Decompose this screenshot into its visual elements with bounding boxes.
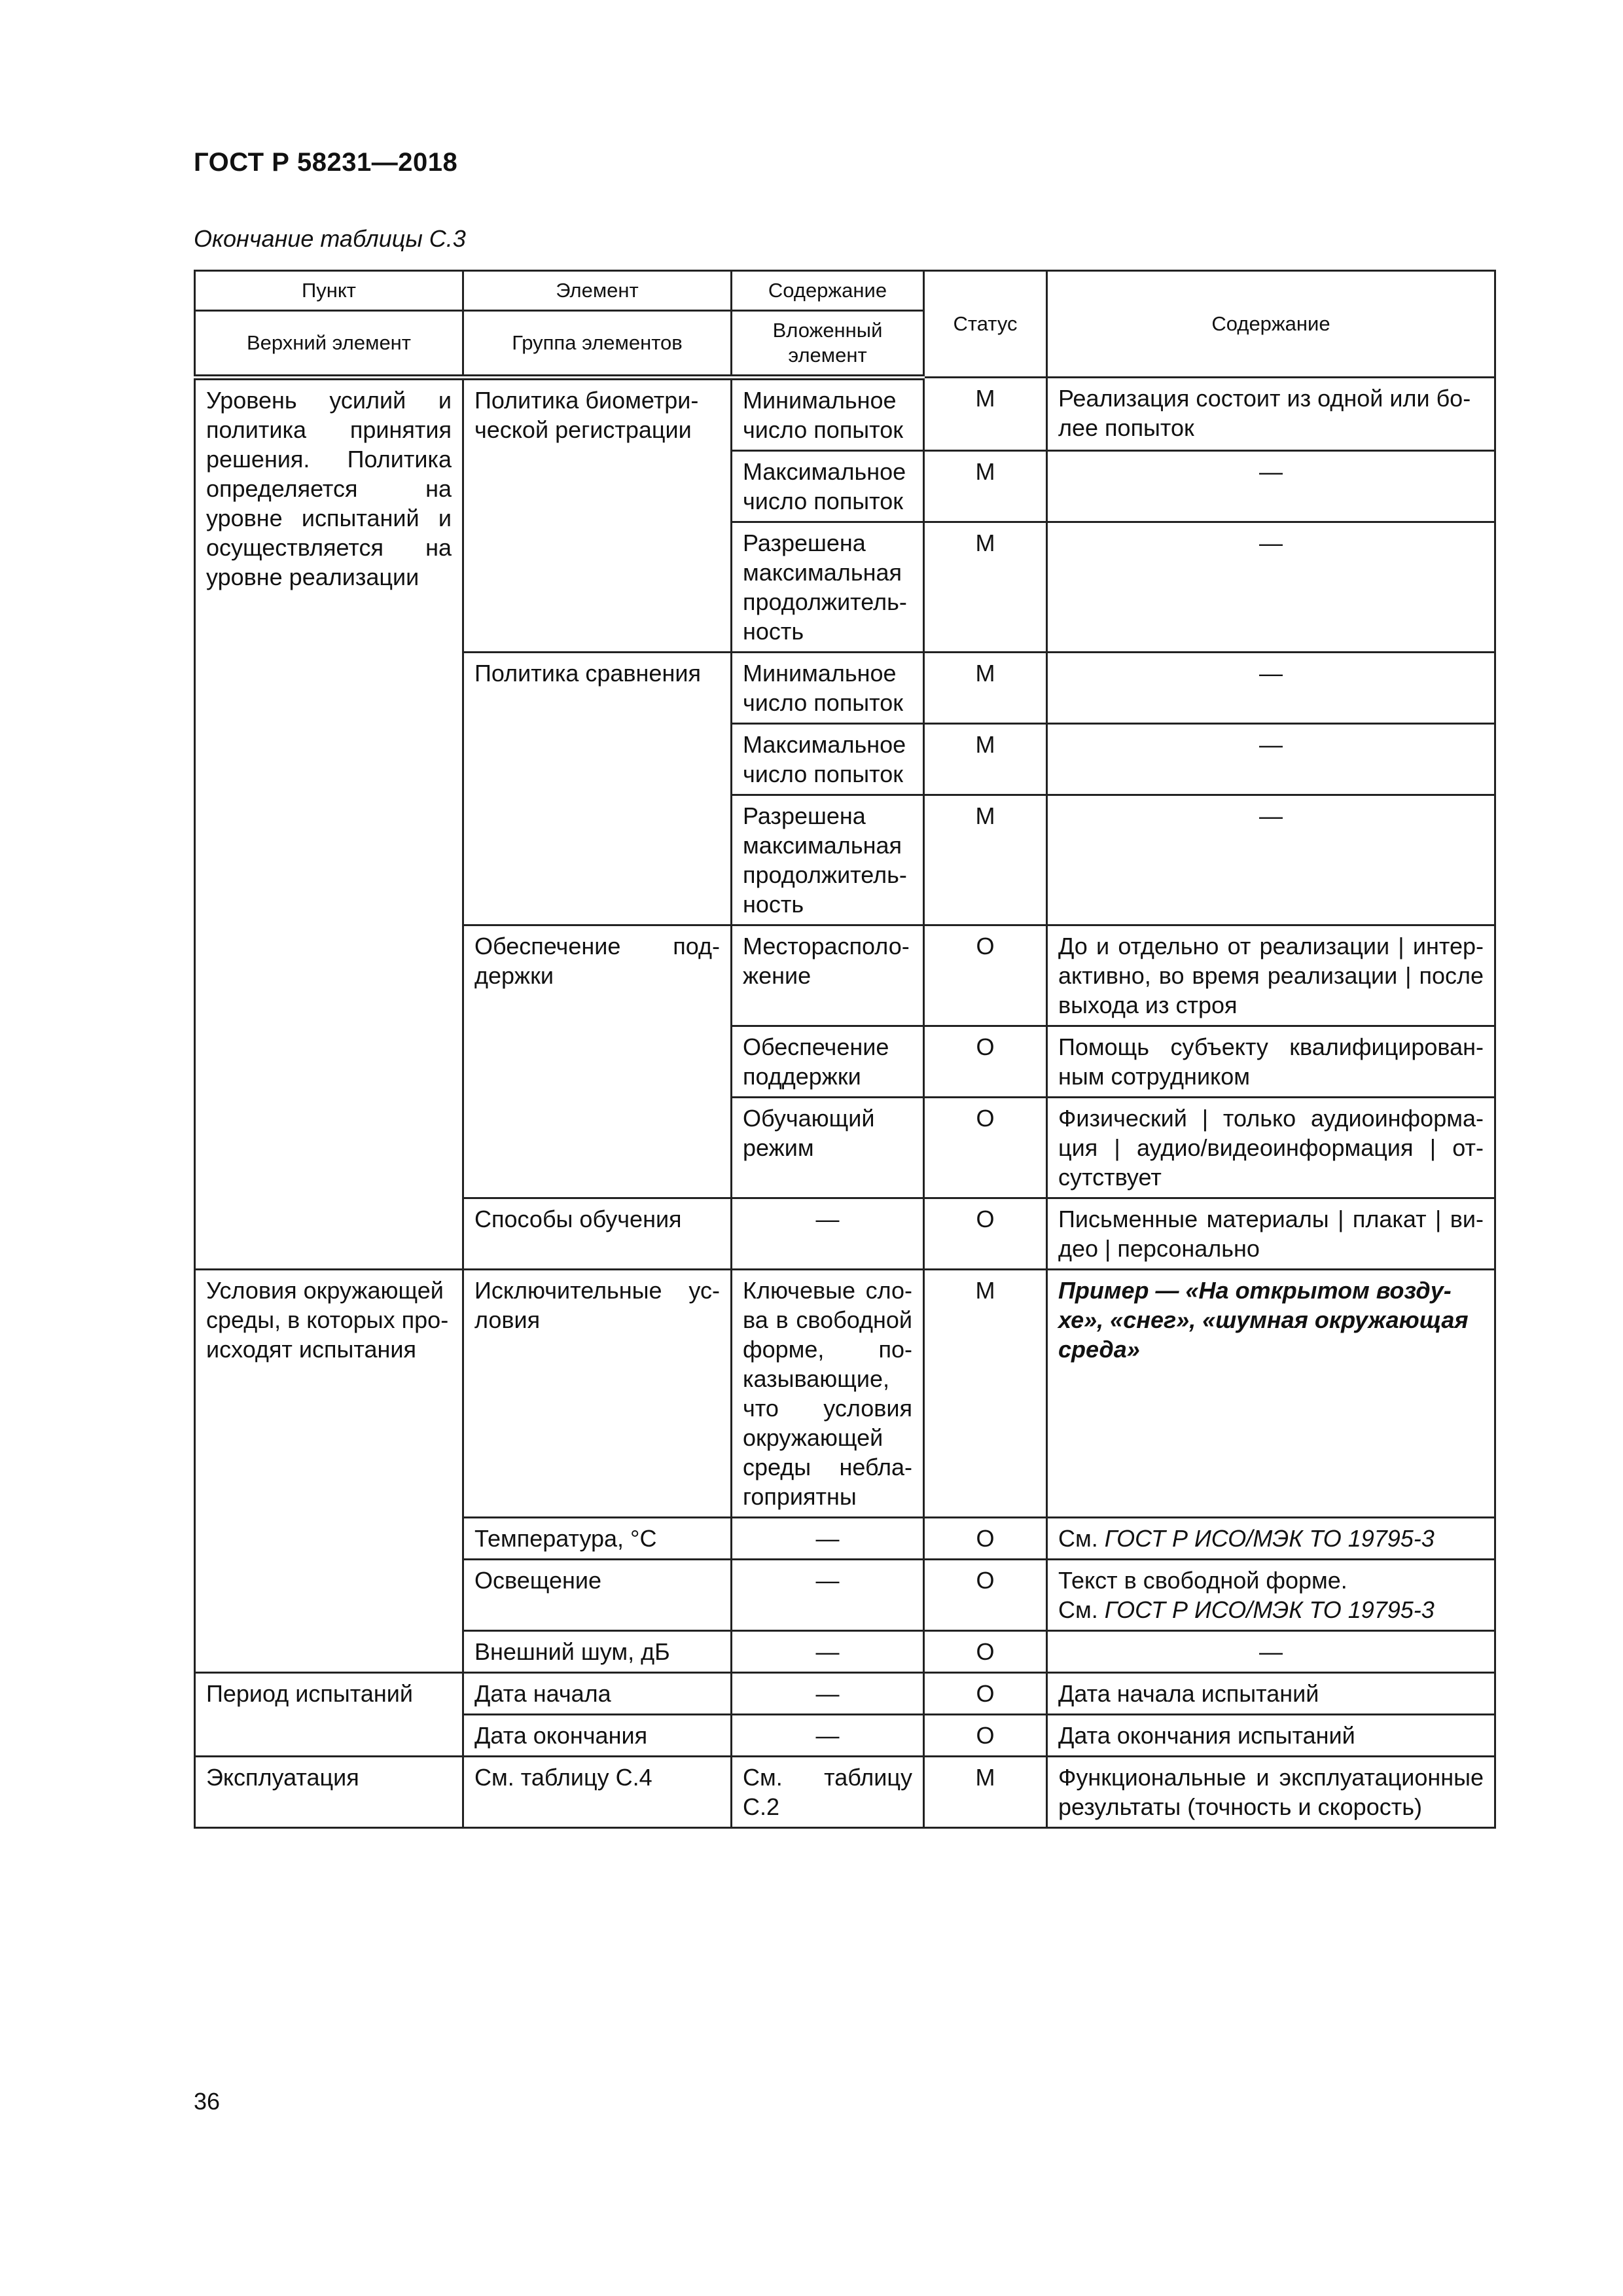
status-cell: О [924,1673,1047,1715]
table-row [195,378,1495,451]
table-row [195,1673,1495,1715]
nested-cell: Разрешена максимальная продолжительность [732,522,924,653]
status-cell: О [924,1560,1047,1631]
header-item: Пункт [195,271,463,311]
nested-cell: — [732,1673,924,1715]
content-cell: — [1047,795,1495,925]
table-caption: Окончание таблицы С.3 [194,225,466,252]
header-element-group: Группа элементов [463,311,732,378]
group-cell: Исключительные условия [463,1270,732,1518]
status-cell: М [924,1270,1047,1518]
header-content: Содержание [1047,271,1495,378]
group-cell: Освещение [463,1560,732,1631]
table-row [195,1757,1495,1828]
content-cell: До и отдельно от реализации | интерактивно, во время реализации | после выхода из строя [1047,925,1495,1026]
nested-cell: — [732,1715,924,1757]
top-element-cell: Период испытаний [195,1673,463,1757]
content-cell: Дата начала испытаний [1047,1673,1495,1715]
content-cell: — [1047,522,1495,653]
nested-cell: Минимальное число попыток [732,653,924,724]
nested-cell: — [732,1631,924,1673]
standard-reference: ГОСТ Р ИСО/МЭК ТО 19795-3 [1104,1596,1435,1623]
group-cell: Внешний шум, дБ [463,1631,732,1673]
group-cell: Способы обучения [463,1198,732,1270]
status-cell: М [924,378,1047,451]
content-cell: — [1047,724,1495,795]
header-nested-element: Вложенный элемент [732,311,924,378]
content-cell: Физический | только аудиоинформация | аудио/видеоинформация | отсутствует [1047,1098,1495,1198]
group-cell: См. таблицу С.4 [463,1757,732,1828]
nested-cell: Минимальное число попыток [732,378,924,451]
group-cell: Обеспечение поддержки [463,925,732,1198]
status-cell: О [924,1198,1047,1270]
content-cell: Функциональные и эксплуатационные результаты (точность и скорость) [1047,1757,1495,1828]
status-cell: М [924,1757,1047,1828]
top-element-cell: Условия окружающей среды, в которых происходят испытания [195,1270,463,1673]
content-cell [1047,1518,1495,1560]
header-top-element: Верхний элемент [195,311,463,378]
header-content-nested: Содержание [732,271,924,311]
content-cell: — [1047,653,1495,724]
status-cell: М [924,795,1047,925]
document-header: ГОСТ Р 58231—2018 [194,148,458,177]
nested-cell: Максимальное число попыток [732,724,924,795]
nested-cell: — [732,1198,924,1270]
status-cell: О [924,925,1047,1026]
content-line: Текст в свободной форме. [1058,1567,1347,1594]
content-cell: Помощь субъекту квалифицированным сотрудником [1047,1026,1495,1098]
group-cell: Политика биометрической регистрации [463,378,732,653]
status-cell: М [924,522,1047,653]
header-element: Элемент [463,271,732,311]
table-row [195,1270,1495,1518]
table-header-row [195,271,1495,311]
top-element-cell: Эксплуатация [195,1757,463,1828]
content-cell: — [1047,1631,1495,1673]
header-status: Статус [924,271,1047,378]
status-cell: О [924,1026,1047,1098]
nested-cell: — [732,1518,924,1560]
top-element-cell: Уровень усилий и политика принятия решения. Политика определяется на уровне испытаний и осуществляется на уровне реализации [195,378,463,1270]
content-cell: Пример — «На открытом воздухе», «снег», «шумная окружающая среда» [1047,1270,1495,1518]
content-cell [1047,1560,1495,1631]
page-number: 36 [194,2088,221,2115]
status-cell: О [924,1518,1047,1560]
content-prefix: См. [1058,1596,1105,1623]
nested-cell: Месторасположение [732,925,924,1026]
content-cell: Дата окончания испытаний [1047,1715,1495,1757]
standard-reference: ГОСТ Р ИСО/МЭК ТО 19795-3 [1104,1525,1435,1552]
content-prefix: См. [1058,1525,1105,1552]
nested-cell: Обеспечение поддержки [732,1026,924,1098]
content-cell: Письменные материалы | плакат | видео | персонально [1047,1198,1495,1270]
content-cell: Реализация состоит из одной или более попыток [1047,378,1495,451]
group-cell: Дата окончания [463,1715,732,1757]
content-cell: — [1047,451,1495,522]
requirements-table [194,270,1496,1829]
status-cell: О [924,1631,1047,1673]
status-cell: М [924,653,1047,724]
group-cell: Дата начала [463,1673,732,1715]
nested-cell: Обучающий режим [732,1098,924,1198]
nested-cell: Ключевые слова в свободной форме, показывающие, что условия окружающей среды неблагоприятны [732,1270,924,1518]
status-cell: М [924,451,1047,522]
nested-cell: Максимальное число попыток [732,451,924,522]
status-cell: О [924,1715,1047,1757]
status-cell: О [924,1098,1047,1198]
group-cell: Температура, °С [463,1518,732,1560]
nested-cell: — [732,1560,924,1631]
status-cell: М [924,724,1047,795]
nested-cell: См. таблицу С.2 [732,1757,924,1828]
nested-cell: Разрешена максимальная продолжительность [732,795,924,925]
group-cell: Политика сравнения [463,653,732,925]
